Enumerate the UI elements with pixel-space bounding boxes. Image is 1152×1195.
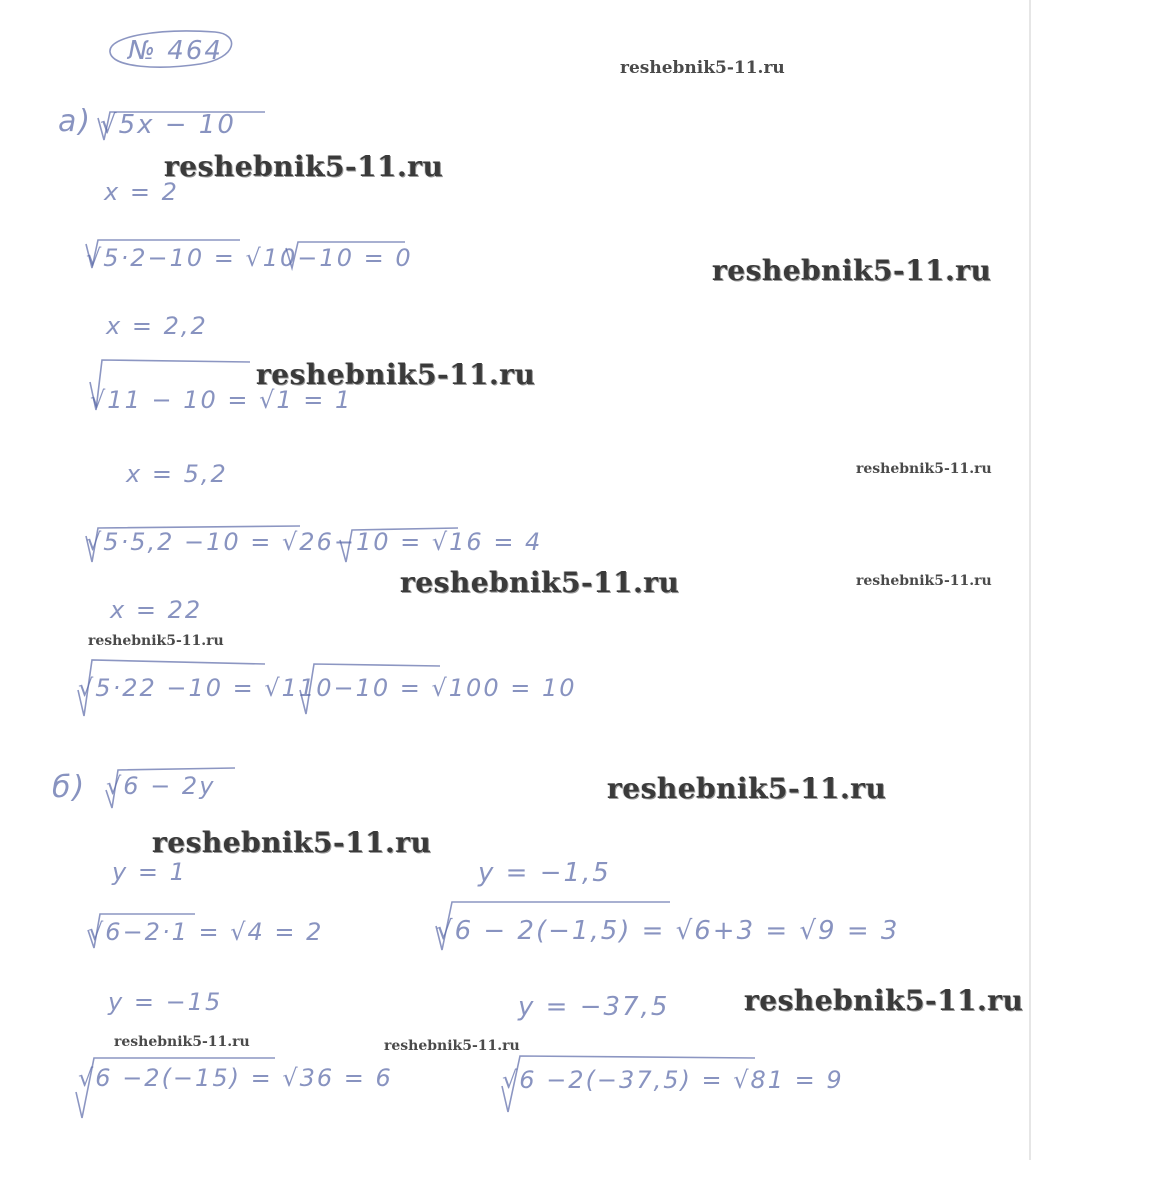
part-b-step-1-var: y = 1 [112,858,187,886]
watermark: reshebnik5-11.ru [400,566,680,599]
part-b-step-1-calc: √6−2·1 = √4 = 2 [88,918,324,946]
part-a-step-3-calc: √5·5,2 −10 = √26−10 = √16 = 4 [86,528,543,556]
watermark: reshebnik5-11.ru [620,58,785,78]
part-b-step-4-calc: √6 −2(−37,5) = √81 = 9 [502,1066,844,1094]
part-b-step-4-var: y = −37,5 [518,992,670,1022]
part-b-step-2-var: y = −1,5 [478,858,611,888]
watermark: reshebnik5-11.ru [256,358,536,391]
watermark: reshebnik5-11.ru [88,633,224,649]
problem-number: № 464 [128,36,223,66]
part-a-step-1-var: x = 2 [104,178,179,206]
part-b-label: б) [52,770,87,805]
watermark: reshebnik5-11.ru [856,461,992,477]
watermark: reshebnik5-11.ru [152,826,432,859]
part-a-step-4-var: x = 22 [110,596,203,624]
part-a-step-1-calc: √5·2−10 = √10−10 = 0 [86,244,413,272]
part-b-step-3-var: y = −15 [108,988,223,1016]
watermark: reshebnik5-11.ru [114,1034,250,1050]
part-a-step-2-var: x = 2,2 [106,312,208,340]
part-b-step-3-calc: √6 −2(−15) = √36 = 6 [78,1064,393,1092]
part-a-step-4-calc: √5·22 −10 = √110−10 = √100 = 10 [78,674,577,702]
part-a-step-3-var: x = 5,2 [126,460,228,488]
part-a-label: а) [58,104,93,139]
watermark: reshebnik5-11.ru [744,984,1024,1017]
watermark: reshebnik5-11.ru [856,573,992,589]
part-b-step-2-calc: √6 − 2(−1,5) = √6+3 = √9 = 3 [436,916,900,946]
watermark: reshebnik5-11.ru [164,150,444,183]
part-a-step-2-calc: √11 − 10 = √1 = 1 [90,386,353,414]
watermark: reshebnik5-11.ru [384,1038,520,1054]
watermark: reshebnik5-11.ru [712,254,992,287]
watermark: reshebnik5-11.ru [607,772,887,805]
part-b-expression: √6 − 2y [106,772,216,800]
part-a-expression: √5x − 10 [100,110,236,140]
